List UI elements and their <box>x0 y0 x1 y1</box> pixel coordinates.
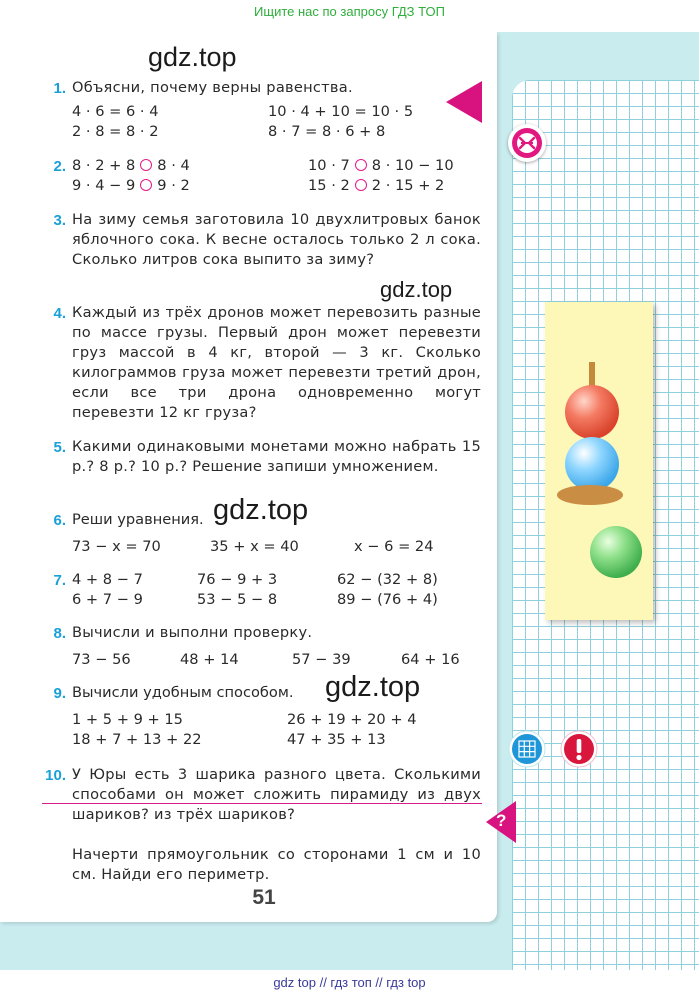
task-number: 3. <box>53 212 66 229</box>
equation: x − 6 = 24 <box>354 538 434 555</box>
expression: 26 + 19 + 20 + 4 <box>287 711 417 728</box>
task-text: Объясни, почему верны равенства. <box>72 79 353 96</box>
equation: 2 · 8 = 8 · 2 <box>72 123 159 140</box>
task-text: Вычисли и выполни проверку. <box>72 624 313 641</box>
page-number: 51 <box>252 886 276 909</box>
compare-circle[interactable] <box>355 159 367 171</box>
expression: 53 − 5 − 8 <box>197 591 278 608</box>
watermark: gdz.top <box>380 277 453 302</box>
task-number: 1. <box>53 80 66 97</box>
expression: 47 + 35 + 13 <box>287 731 386 748</box>
expression: 57 − 39 <box>292 651 351 668</box>
comparison-left: 15 · 2 <box>308 177 350 194</box>
task-text: Какими одинаковыми монетами можно набрать 15 р.? 8 р.? 10 р.? Решение запиши умножением. <box>72 438 481 475</box>
expression: 18 + 7 + 13 + 22 <box>72 731 202 748</box>
comparison-right: 8 · 4 <box>157 157 190 174</box>
task-number: 2. <box>53 158 66 175</box>
watermark: gdz.top <box>325 671 421 703</box>
expression: 89 − (76 + 4) <box>337 591 438 608</box>
task-text: Реши уравнения. <box>72 511 204 528</box>
comparison-left: 10 · 7 <box>308 157 350 174</box>
watermark: gdz.top <box>148 42 237 72</box>
expression: 4 + 8 − 7 <box>72 571 143 588</box>
comparison-right: 2 · 15 + 2 <box>371 177 445 194</box>
question-mark-icon: ? <box>496 811 507 830</box>
bottom-banner[interactable]: gdz top // гдз топ // гдз top <box>273 975 426 990</box>
expression: 1 + 5 + 9 + 15 <box>72 711 183 728</box>
equation: 4 · 6 = 6 · 4 <box>72 103 159 120</box>
task-number: 4. <box>53 305 66 322</box>
expression: 48 + 14 <box>180 651 239 668</box>
task-text: У Юры есть 3 шарика разного цвета. Сколькими способами он может сложить пирамиду из двух шариков? из трёх шариков? <box>72 766 481 823</box>
exclamation-glyph <box>560 730 598 768</box>
comparison <box>72 176 190 196</box>
comparison-right: 8 · 10 − 10 <box>371 157 454 174</box>
comparison <box>308 176 444 196</box>
task-number: 10. <box>45 767 66 784</box>
top-banner[interactable]: Ищите нас по запросу ГДЗ ТОП <box>254 4 445 19</box>
equation: 35 + x = 40 <box>210 538 299 555</box>
expression: 76 − 9 + 3 <box>197 571 278 588</box>
section-divider <box>42 803 482 804</box>
expression: 64 + 16 <box>401 651 460 668</box>
compare-arrows-glyph <box>508 124 546 162</box>
compare-circle[interactable] <box>140 159 152 171</box>
compare-arrows-icon[interactable] <box>508 124 546 162</box>
grid-globe-glyph <box>508 730 546 768</box>
extra-task-text: Начерти прямоугольник со сторонами 1 см и 10 см. Найди его периметр. <box>72 846 481 883</box>
comparison <box>308 156 454 176</box>
bead-pyramid-picture <box>545 302 653 620</box>
equation: 73 − x = 70 <box>72 538 161 555</box>
task-number: 6. <box>53 512 66 529</box>
equation: 8 · 7 = 8 · 6 + 8 <box>268 123 386 140</box>
comparison-right: 9 · 2 <box>157 177 190 194</box>
expression: 73 − 56 <box>72 651 131 668</box>
bead-pyramid-illustration <box>545 302 653 620</box>
watermark: gdz.top <box>213 494 309 526</box>
task-text: Вычисли удобным способом. <box>72 684 294 701</box>
task-number: 8. <box>53 625 66 642</box>
grid-globe-icon[interactable] <box>508 730 546 768</box>
comparison-left: 9 · 4 − 9 <box>72 177 136 194</box>
task-text: На зиму семья заготовила 10 двухлитровых банок яблочного сока. К весне осталось только 2 л сока. Сколько литров сока выпито за зиму? <box>72 211 481 268</box>
task-text: Каждый из трёх дронов может перевозить разные по массе грузы. Первый дрон может перевезти груз массой в 4 кг, второй — 3 кг. Сколько килограммов груза может перевезти третий дрон, если все три дрона одновременно могут перевезти 12 кг груза? <box>72 304 481 421</box>
expression: 6 + 7 − 9 <box>72 591 143 608</box>
task-number: 5. <box>53 439 66 456</box>
equation: 10 · 4 + 10 = 10 · 5 <box>268 103 414 120</box>
comparison <box>72 156 190 176</box>
task-number: 9. <box>53 685 66 702</box>
compare-circle[interactable] <box>140 179 152 191</box>
task-number: 7. <box>53 572 66 589</box>
comparison-left: 8 · 2 + 8 <box>72 157 136 174</box>
expression: 62 − (32 + 8) <box>337 571 438 588</box>
exclamation-icon[interactable] <box>560 730 598 768</box>
compare-circle[interactable] <box>355 179 367 191</box>
